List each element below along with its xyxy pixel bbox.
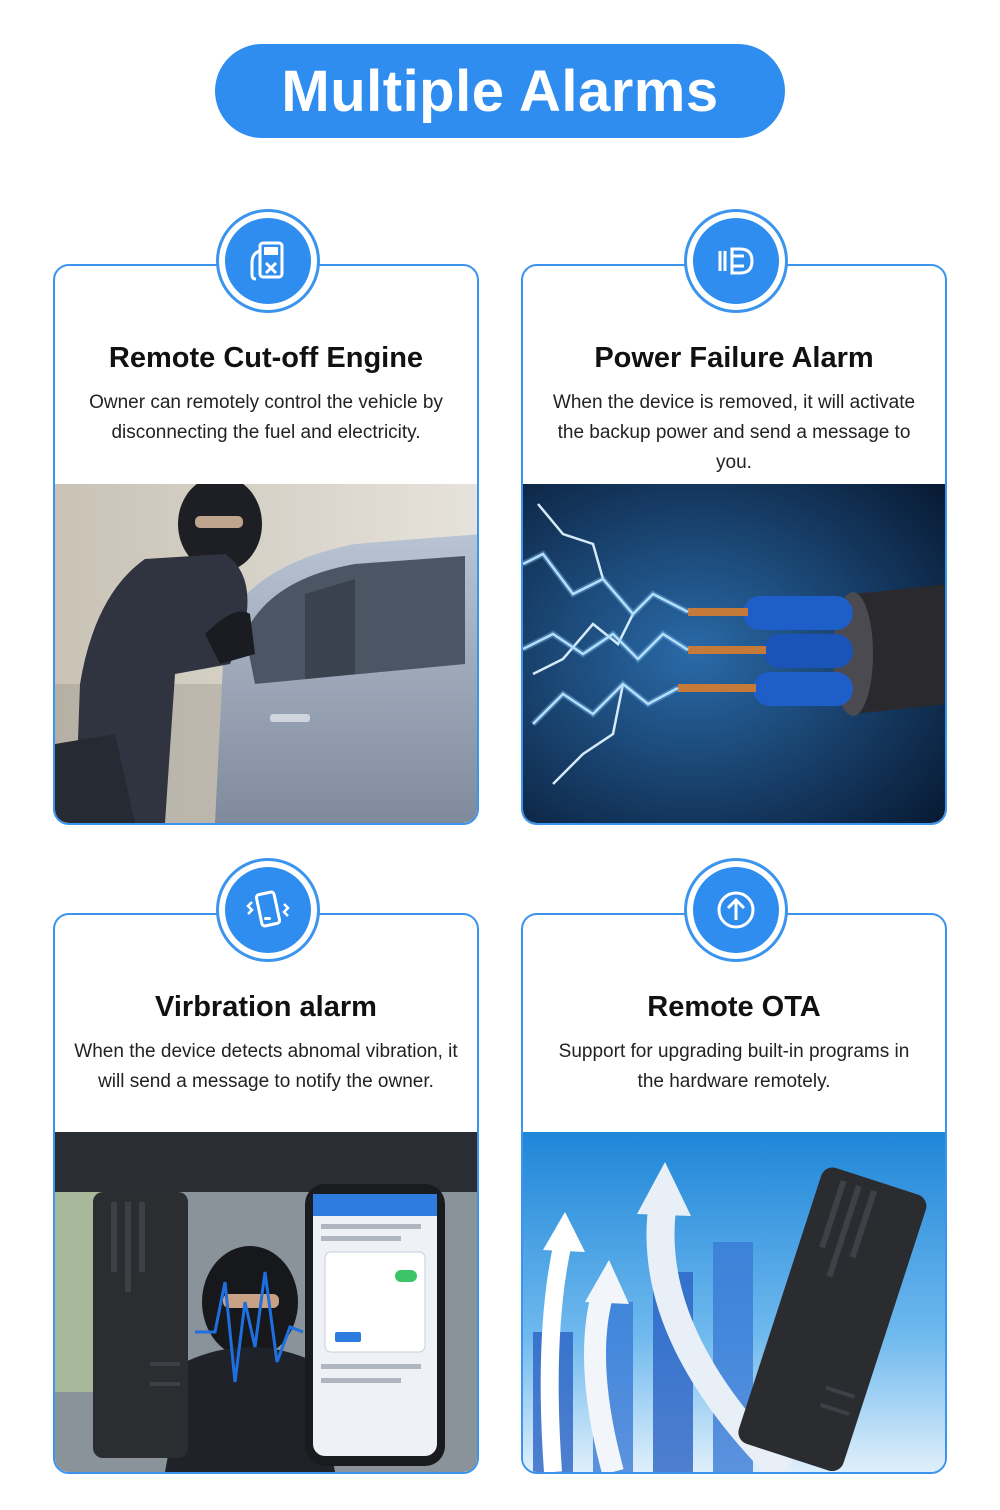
fuel-pump-cutoff-icon <box>216 209 320 313</box>
card-description: When the device is removed, it will activate the backup power and send a message to you. <box>552 392 916 473</box>
page-title: Multiple Alarms <box>281 58 719 124</box>
card-title: Virbration alarm <box>155 991 377 1023</box>
card-description: When the device detects abnomal vibration, it will send a message to notify the owner. <box>74 1041 458 1092</box>
header-banner <box>215 44 785 138</box>
card-description: Support for upgrading built-in programs in the hardware remotely. <box>558 1041 910 1092</box>
card-title: Power Failure Alarm <box>594 342 874 374</box>
gps-tracker-upgrade-arrows-photo <box>523 1132 945 1472</box>
upload-arrow-icon <box>684 858 788 962</box>
card-title: Remote Cut-off Engine <box>108 342 424 374</box>
vibrating-phone-icon <box>216 858 320 962</box>
card-title: Remote OTA <box>647 991 821 1023</box>
feature-card-remote-ota <box>521 913 947 1474</box>
power-plug-icon <box>684 209 788 313</box>
feature-card-remote-cutoff <box>53 264 479 825</box>
feature-card-vibration <box>53 913 479 1474</box>
card-description: Owner can remotely control the vehicle by disconnecting the fuel and electricity. <box>89 392 443 443</box>
electric-cable-sparks-photo <box>523 484 945 823</box>
gps-tracker-phone-app-photo <box>55 1132 477 1472</box>
feature-card-power-failure <box>521 264 947 825</box>
thief-opening-car-door-photo <box>55 484 477 823</box>
